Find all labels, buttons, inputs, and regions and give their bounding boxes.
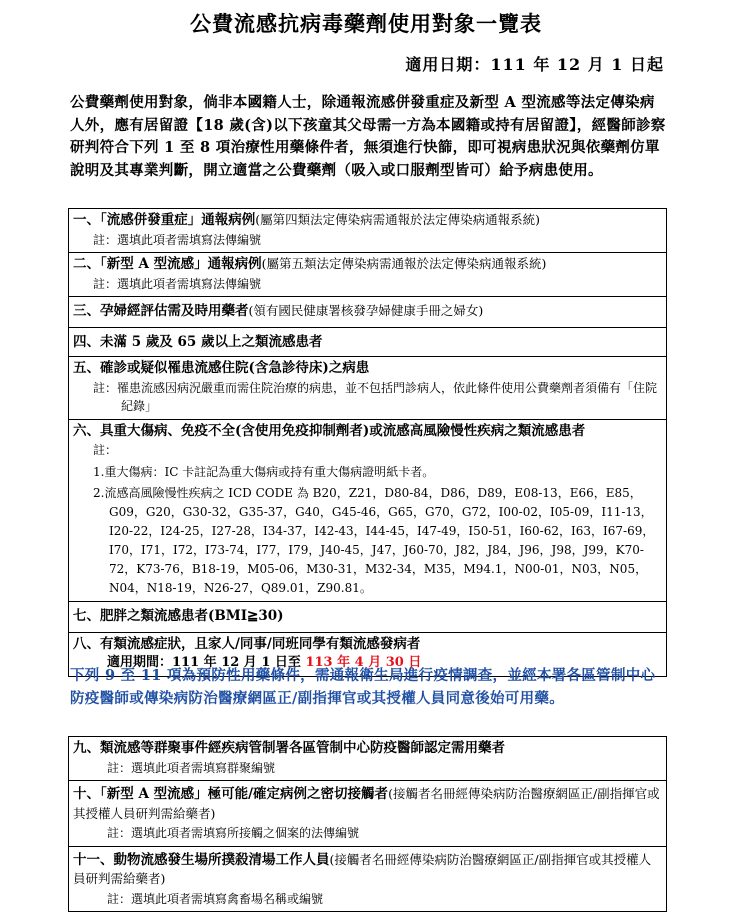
item-3-desc: (領有國民健康署核發孕婦健康手冊之婦女) (248, 303, 484, 318)
item-7-cell (69, 602, 667, 633)
item-6-sub-2: 2.流感高風險慢性疾病之 ICD CODE 為 B20，Z21，D80-84，D86，D89，E08-13，E66，E85，G09，G20，G30-32，G35-37，G40，G45-46，G65，G70，G72，I00-02，I05-09，I11-13，I20-22，I24-25，I27-28，I34-37，I42-43，I44-45，I47-49，I50-51，I60-62，I63，I67-69，I70，I71，I72，I73-74，I77，I79，J40-45，J47，J60-70，J82，J84，J96，J98，J99，K70-72，K73-76，B18-19，M05-06，M30-31，M32-34，M35，M94.1，N00-01，N03，N05，N04，N18-19，N26-27，Q89.01，Z90.81。 (93, 486, 655, 595)
prevention-intro: 下列 9 至 11 項為預防性用藥條件，需通報衛生局進行疫情調查，並經本署各區管制中心防疫醫師或傳染病防治醫療網區正/副指揮官或其授權人員同意後始可用藥。 (70, 667, 656, 707)
item-9-head: 九、類流感等群聚事件經疾病管制署各區管制中心防疫醫師認定需用藥者 (73, 740, 505, 756)
item-6-head: 六、具重大傷病、免疫不全(含使用免疫抑制劑者)或流感高風險慢性疾病之類流感患者 (73, 422, 586, 439)
item-6-sub-1: 1.重大傷病：IC 卡註記為重大傷病或持有重大傷病證明紙卡者。 (93, 464, 435, 479)
item-1-note: 註：選填此項者需填寫法傳編號 (93, 232, 262, 247)
treatment-conditions-table (68, 208, 667, 677)
item-1-head: 一、「流感併發重症」通報病例 (73, 212, 256, 228)
item-11-note: 註：選填此項者需填寫禽畜場名稱或編號 (107, 891, 324, 906)
item-5-note: 註：罹患流感因病況嚴重而需住院治療的病患，並不包括門診病人，依此條件使用公費藥劑者須備有「住院紀錄」 (93, 380, 658, 413)
item-7-head: 七、肥胖之類流感患者(BMI≧30) (73, 608, 284, 624)
item-11-head: 十一、動物流感發生場所撲殺清場工作人員 (73, 851, 330, 868)
table-row (69, 209, 667, 253)
item-2-cell (69, 253, 667, 297)
table-row (69, 846, 667, 912)
item-2-head: 二、「新型 A 型流感」通報病例 (73, 256, 262, 272)
item-6-note-label: 註： (93, 443, 118, 457)
item-4-cell (69, 327, 667, 357)
item-9-note: 註：選填此項者需填寫群聚編號 (107, 760, 276, 775)
item-10-note: 註：選填此項者需填寫所接觸之個案的法傳編號 (107, 826, 360, 840)
item-5-cell (69, 357, 667, 420)
table-row (69, 327, 667, 357)
table-row (69, 602, 667, 633)
item-1-desc: (屬第四類法定傳染病需通報於法定傳染病通報系統) (255, 212, 541, 227)
item-3-head: 三、孕婦經評估需及時用藥者 (73, 303, 249, 319)
item-8-period-end: 113 年 4 月 30 日 (305, 655, 422, 670)
item-8-head: 八、有類流感症狀，且家人/同事/同班同學有類流感發病者 (73, 635, 421, 652)
table-row (69, 297, 667, 328)
item-11-cell (69, 846, 667, 912)
document-title: 公費流感抗病毒藥劑使用對象一覽表 (190, 11, 542, 36)
item-8-period-prefix: 適用期間：111 年 12 月 1 日至 (107, 655, 301, 670)
table-row (69, 357, 667, 420)
item-10-head: 十、「新型 A 型流感」極可能/確定病例之密切接觸者 (73, 786, 389, 802)
intro-paragraph: 公費藥劑使用對象，倘非本國籍人士，除通報流感併發重症及新型 A 型流感等法定傳染病人外，應有居留證【18 歲(含)以下孩童其父母需一方為本國籍或持有居留證】，經醫師診察研判符合下列 1 至 8 項治療性用藥條件者，無須進行快篩，即可視病患狀況與依藥劑仿單說明及其專業判斷，開立適當之公費藥劑（吸入或口服劑型皆可）給予病患使用。 (70, 94, 666, 179)
table-row (69, 781, 667, 847)
item-6-cell (69, 419, 667, 602)
effective-date: 適用日期：111 年 12 月 1 日起 (405, 55, 664, 74)
item-3-cell (69, 297, 667, 328)
table-row (69, 419, 667, 602)
item-1-cell (69, 209, 667, 253)
item-4-head: 四、未滿 5 歲及 65 歲以上之類流感患者 (73, 333, 323, 350)
item-2-desc: (屬第五類法定傳染病需通報於法定傳染病通報系統) (261, 256, 547, 271)
item-9-cell (69, 737, 667, 781)
prevention-conditions-table (68, 736, 667, 912)
table-row (69, 253, 667, 297)
item-2-note: 註：選填此項者需填寫法傳編號 (93, 276, 262, 291)
item-5-head: 五、確診或疑似罹患流感住院(含急診待床)之病患 (73, 360, 370, 376)
table-row (69, 737, 667, 781)
item-10-desc: (接觸者名冊經傳染病防治醫療網區正/副指揮官或其授權人員研判需給藥者) (73, 786, 660, 821)
item-10-cell (69, 781, 667, 847)
item-11-desc: (接觸者名冊經傳染病防治醫療網區正/副指揮官或其授權人員研判需給藥者) (73, 851, 652, 886)
